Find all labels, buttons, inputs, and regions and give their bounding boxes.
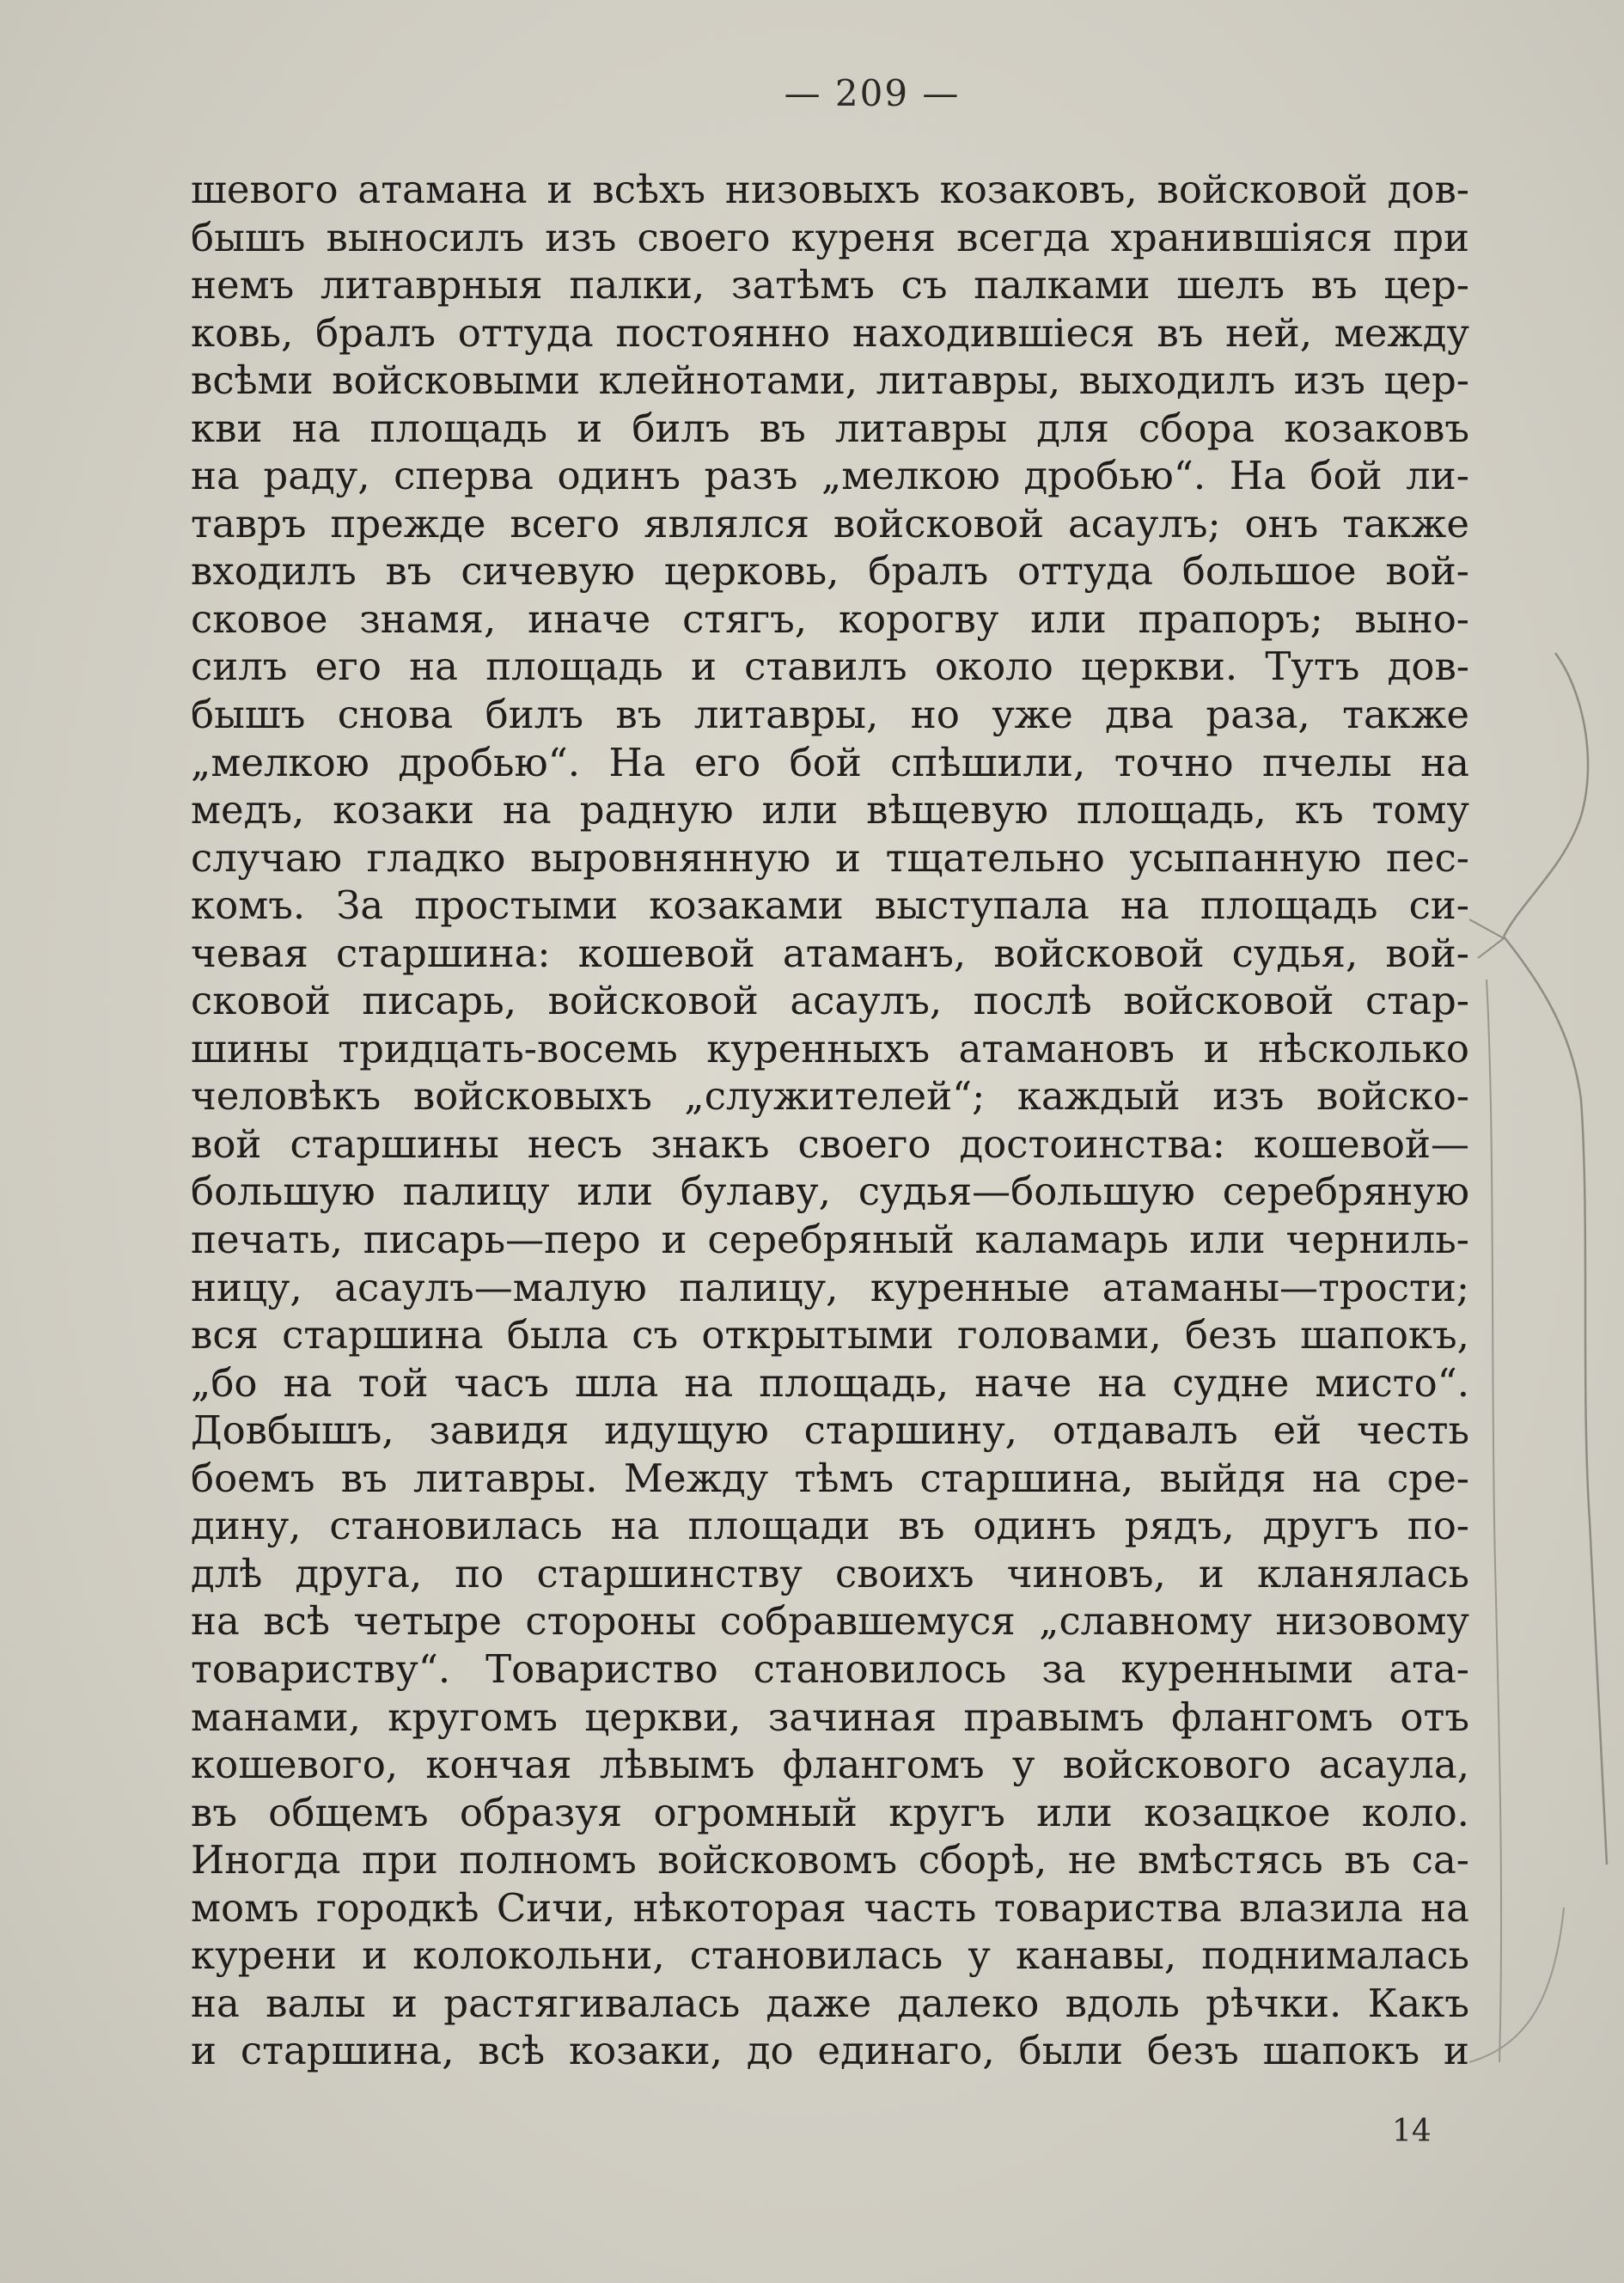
pencil-margin-mark: [1452, 619, 1624, 2165]
text-line: на валы и растягивалась даже далеко вдоль рѣчки. Какъ: [191, 1980, 1469, 2026]
text-line: немъ литаврныя палки, затѣмъ съ палками шелъ въ цер-: [191, 262, 1469, 308]
text-line: въ общемъ образуя огромный кругъ или козацкое коло.: [191, 1789, 1469, 1835]
text-line: случаю гладко выровнянную и тщательно усыпанную пес-: [191, 834, 1469, 881]
text-line: момъ городкѣ Сичи, нѣкоторая часть товариства влазила на: [191, 1884, 1469, 1931]
text-line: „бо на той часъ шла на площадь, наче на судне мисто“.: [191, 1359, 1469, 1406]
text-line: комъ. За простыми козаками выступала на площадь си-: [191, 882, 1469, 929]
text-line: силъ его на площадь и ставилъ около церкви. Тутъ дов-: [191, 644, 1469, 690]
page-number: — 209 —: [784, 72, 961, 114]
text-line: дину, становилась на площади въ одинъ рядъ, другъ по-: [191, 1503, 1469, 1549]
body-text: [191, 166, 1469, 2075]
text-line: товариству“. Товариство становилось за куренными ата-: [191, 1645, 1469, 1692]
text-line: и старшина, всѣ козаки, до единаго, были безъ шапокъ и: [191, 2028, 1469, 2074]
text-line: всѣми войсковыми клейнотами, литавры, выходилъ изъ цер-: [191, 357, 1469, 404]
text-line: чевая старшина: кошевой атаманъ, войсковой судья, вой-: [191, 930, 1469, 976]
text-line: Иногда при полномъ войсковомъ сборѣ, не вмѣстясь въ са-: [191, 1837, 1469, 1883]
text-line: курени и колокольни, становилась у канавы, поднималась: [191, 1932, 1469, 1979]
text-line: манами, кругомъ церкви, зачиная правымъ флангомъ отъ: [191, 1694, 1469, 1740]
text-line: Довбышъ, завидя идущую старшину, отдавалъ ей честь: [191, 1407, 1469, 1454]
text-line: длѣ друга, по старшинству своихъ чиновъ, и кланялась: [191, 1550, 1469, 1596]
text-line: шины тридцать-восемь куренныхъ атамановъ и нѣсколько: [191, 1025, 1469, 1071]
text-line: печать, писарь—перо и серебряный каламарь или черниль-: [191, 1217, 1469, 1263]
text-line: большую палицу или булаву, судья—большую серебряную: [191, 1169, 1469, 1215]
text-line: кошевого, кончая лѣвымъ флангомъ у войскового асаула,: [191, 1742, 1469, 1788]
signature-mark: 14: [1392, 2114, 1432, 2149]
text-line: вся старшина была съ открытыми головами, безъ шапокъ,: [191, 1312, 1469, 1358]
text-line: шевого атамана и всѣхъ низовыхъ козаковъ, войсковой дов-: [191, 167, 1469, 212]
text-line: бышъ снова билъ въ литавры, но уже два раза, также: [191, 692, 1469, 738]
text-line: ницу, асаулъ—малую палицу, куренные атаманы—трости;: [191, 1264, 1469, 1310]
text-line: сковое знамя, иначе стягъ, корогву или прапоръ; выно-: [191, 595, 1469, 642]
text-line: „мелкою дробью“. На его бой спѣшили, точно пчелы на: [191, 739, 1469, 785]
text-line: на раду, сперва одинъ разъ „мелкою дробью“. На бой ли-: [191, 453, 1469, 499]
text-line: кви на площадь и билъ въ литавры для сбора козаковъ: [191, 405, 1469, 451]
text-line: сковой писарь, войсковой асаулъ, послѣ войсковой стар-: [191, 978, 1469, 1024]
text-line: бышъ выносилъ изъ своего куреня всегда хранившіяся при: [191, 214, 1469, 260]
text-line: тавръ прежде всего являлся войсковой асаулъ; онъ также: [191, 500, 1469, 546]
text-line: вой старшины несъ знакъ своего достоинства: кошевой—: [191, 1120, 1469, 1167]
text-line: человѣкъ войсковыхъ „служителей“; каждый изъ войско-: [191, 1073, 1469, 1120]
text-line: медъ, козаки на радную или вѣщевую площадь, къ тому: [191, 787, 1469, 833]
text-line: входилъ въ сичевую церковь, бралъ оттуда большое вой-: [191, 548, 1469, 595]
text-line: на всѣ четыре стороны собравшемуся „славному низовому: [191, 1598, 1469, 1645]
text-line: боемъ въ литавры. Между тѣмъ старшина, выйдя на сре-: [191, 1455, 1469, 1501]
text-line: ковь, бралъ оттуда постоянно находившіеся въ ней, между: [191, 309, 1469, 356]
